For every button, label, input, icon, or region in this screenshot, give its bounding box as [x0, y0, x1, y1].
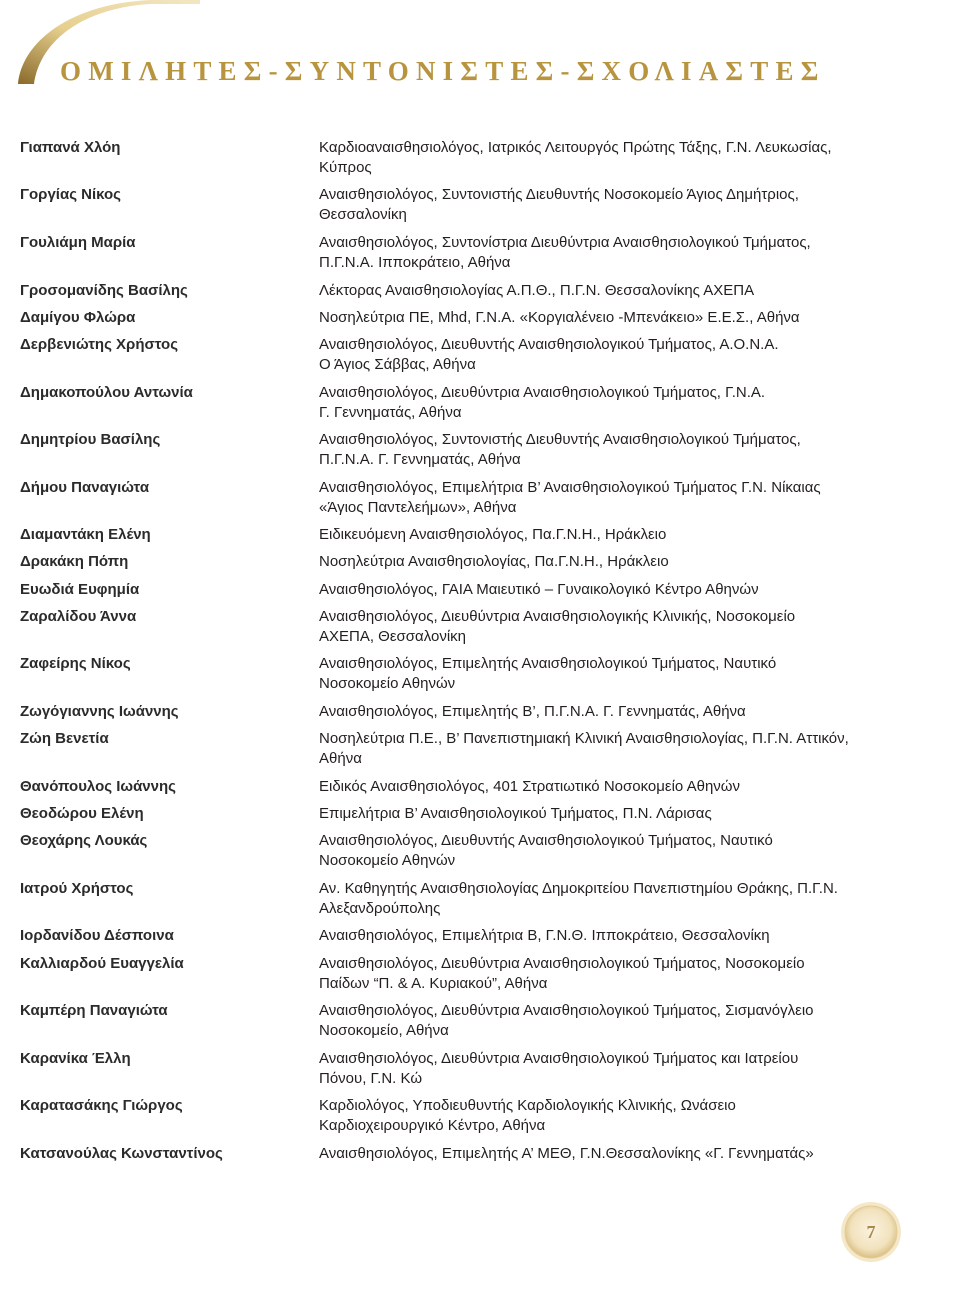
affiliation-line: Καρδιοαναισθησιολόγος, Ιατρικός Λειτουργός Πρώτης Τάξης, Γ.Ν. Λευκωσίας, [319, 139, 832, 156]
affiliation-line: Καρδιολόγος, Υποδιευθυντής Καρδιολογικής Κλινικής, Ωνάσειο [319, 1097, 736, 1114]
speaker-affiliation [319, 1096, 879, 1136]
affiliation-line: Αθήνα [319, 750, 362, 767]
speaker-affiliation [319, 777, 879, 797]
list-item [20, 804, 879, 824]
speaker-affiliation [319, 654, 879, 694]
affiliation-line: «Άγιος Παντελεήμων», Αθήνα [319, 499, 517, 516]
affiliation-line: Ο Άγιος Σάββας, Αθήνα [319, 356, 476, 373]
speaker-affiliation [319, 580, 879, 600]
speaker-affiliation [319, 607, 879, 647]
affiliation-line: Αν. Καθηγητής Αναισθησιολογίας Δημοκριτείου Πανεπιστημίου Θράκης, Π.Γ.Ν. [319, 880, 838, 897]
affiliation-line: Αναισθησιολόγος, Διευθύντρια Αναισθησιολογικής Κλινικής, Νοσοκομείο [319, 608, 796, 625]
speaker-affiliation [319, 335, 879, 375]
list-item [20, 729, 879, 769]
affiliation-line: Αναισθησιολόγος, Συντονίστρια Διευθύντρια Αναισθησιολογικού Τμήματος, [319, 234, 811, 251]
affiliation-line: Αναισθησιολόγος, Επιμελήτρια Β, Γ.Ν.Θ. Ιπποκράτειο, Θεσσαλονίκη [319, 927, 770, 944]
speaker-affiliation [319, 138, 879, 178]
speaker-name: Διαμαντάκη Ελένη [20, 526, 151, 543]
list-item [20, 138, 879, 178]
speaker-name: Γροσομανίδης Βασίλης [20, 282, 188, 299]
corner-arc-ornament [0, 0, 200, 110]
speaker-affiliation [319, 552, 879, 572]
speaker-affiliation [319, 729, 879, 769]
speaker-name: Γιαπανά Χλόη [20, 139, 121, 156]
speaker-name: Ζώη Βενετία [20, 730, 109, 747]
list-item [20, 478, 879, 518]
affiliation-line: Αναισθησιολόγος, ΓΑΙΑ Μαιευτικό – Γυναικολογικό Κέντρο Αθηνών [319, 581, 759, 598]
affiliation-line: Γ. Γεννηματάς, Αθήνα [319, 404, 462, 421]
affiliation-line: Νοσηλεύτρια Π.Ε., Β’ Πανεπιστημιακή Κλινική Αναισθησιολογίας, Π.Γ.Ν. Αττικόν, [319, 730, 849, 747]
affiliation-line: Αναισθησιολόγος, Συντονιστής Διευθυντής Νοσοκομείο Άγιος Δημήτριος, [319, 186, 799, 203]
affiliation-line: Θεσσαλονίκη [319, 206, 407, 223]
affiliation-line: Αναισθησιολόγος, Επιμελητής Α’ ΜΕΘ, Γ.Ν.Θεσσαλονίκης «Γ. Γεννηματάς» [319, 1145, 814, 1162]
affiliation-line: Π.Γ.Ν.Α. Ιπποκράτειο, Αθήνα [319, 254, 511, 271]
affiliation-line: Αναισθησιολόγος, Συντονιστής Διευθυντής Αναισθησιολογικού Τμήματος, [319, 431, 801, 448]
affiliation-line: Παίδων “Π. & Α. Κυριακού”, Αθήνα [319, 975, 548, 992]
list-item [20, 1144, 879, 1164]
affiliation-line: Αναισθησιολόγος, Διευθύντρια Αναισθησιολογικού Τμήματος, Σισμανόγλειο [319, 1002, 814, 1019]
affiliation-line: Νοσηλεύτρια Αναισθησιολογίας, Πα.Γ.Ν.Η., Ηράκλειο [319, 553, 669, 570]
speaker-name: Καρατασάκης Γιώργος [20, 1097, 183, 1114]
page-number: 7 [866, 1221, 876, 1242]
speaker-name: Ευωδιά Ευφημία [20, 581, 140, 598]
list-item [20, 654, 879, 694]
speaker-name: Ιατρού Χρήστος [20, 880, 134, 897]
list-item [20, 1096, 879, 1136]
speaker-name: Θεοχάρης Λουκάς [20, 832, 148, 849]
speaker-affiliation [319, 1049, 879, 1089]
affiliation-line: ΑΧΕΠΑ, Θεσσαλονίκη [319, 628, 467, 645]
speaker-name: Καμπέρη Παναγιώτα [20, 1002, 168, 1019]
list-item [20, 1001, 879, 1041]
speaker-affiliation [319, 804, 879, 824]
list-item [20, 552, 879, 572]
list-item [20, 383, 879, 423]
affiliation-line: Καρδιοχειρουργικό Κέντρο, Αθήνα [319, 1117, 546, 1134]
speaker-affiliation [319, 879, 879, 919]
affiliation-line: Λέκτορας Αναισθησιολογίας Α.Π.Θ., Π.Γ.Ν. Θεσσαλονίκης ΑΧΕΠΑ [319, 282, 755, 299]
affiliation-line: Αναισθησιολόγος, Διευθυντής Αναισθησιολογικού Τμήματος, Α.Ο.Ν.Α. [319, 336, 779, 353]
speaker-affiliation [319, 926, 879, 946]
list-item [20, 335, 879, 375]
speaker-affiliation [319, 430, 879, 470]
list-item [20, 702, 879, 722]
speaker-affiliation [319, 831, 879, 871]
speaker-affiliation [319, 383, 879, 423]
affiliation-line: Αναισθησιολόγος, Διευθύντρια Αναισθησιολογικού Τμήματος, Γ.Ν.Α. [319, 384, 766, 401]
speaker-name: Ζωγόγιαννης Ιωάννης [20, 703, 179, 720]
speaker-name: Γουλιάμη Μαρία [20, 234, 136, 251]
affiliation-line: Πόνου, Γ.Ν. Κώ [319, 1070, 423, 1087]
speaker-affiliation [319, 478, 879, 518]
speaker-affiliation [319, 1144, 879, 1164]
speaker-name: Καλλιαρδού Ευαγγελία [20, 955, 184, 972]
list-item [20, 879, 879, 919]
speaker-name: Κατσανούλας Κωνσταντίνος [20, 1145, 223, 1162]
speaker-affiliation [319, 1001, 879, 1041]
speaker-name: Δαμίγου Φλώρα [20, 309, 136, 326]
list-item [20, 281, 879, 301]
speaker-name: Θανόπουλος Ιωάννης [20, 778, 176, 795]
affiliation-line: Νοσοκομείο, Αθήνα [319, 1022, 449, 1039]
list-item [20, 233, 879, 273]
affiliation-line: Νοσοκομείο Αθηνών [319, 852, 456, 869]
list-item [20, 430, 879, 470]
list-item [20, 831, 879, 871]
affiliation-line: Αναισθησιολόγος, Επιμελήτρια Β’ Αναισθησιολογικού Τμήματος Γ.Ν. Νίκαιας [319, 479, 821, 496]
affiliation-line: Αναισθησιολόγος, Διευθύντρια Αναισθησιολογικού Τμήματος, Νοσοκομείο [319, 955, 805, 972]
affiliation-line: Αναισθησιολόγος, Επιμελητής Αναισθησιολογικού Τμήματος, Ναυτικό [319, 655, 777, 672]
list-item [20, 580, 879, 600]
page-title: ΟΜΙΛΗΤΕΣ-ΣΥΝΤΟΝΙΣΤΕΣ-ΣΧΟΛΙΑΣΤΕΣ [60, 56, 826, 86]
list-item [20, 308, 879, 328]
affiliation-line: Αλεξανδρούπολης [319, 900, 441, 917]
list-item [20, 185, 879, 225]
list-item [20, 1049, 879, 1089]
speaker-name: Γοργίας Νίκος [20, 186, 121, 203]
speaker-name: Δήμου Παναγιώτα [20, 479, 150, 496]
speaker-name: Δερβενιώτης Χρήστος [20, 336, 178, 353]
speaker-name: Δρακάκη Πόπη [20, 553, 129, 570]
affiliation-line: Αναισθησιολόγος, Διευθυντής Αναισθησιολογικού Τμήματος, Ναυτικό [319, 832, 773, 849]
speaker-name: Θεοδώρου Ελένη [20, 805, 144, 822]
speaker-affiliation [319, 525, 879, 545]
list-item [20, 607, 879, 647]
list-item [20, 525, 879, 545]
list-item [20, 777, 879, 797]
speaker-affiliation [319, 281, 879, 301]
speaker-name: Καρανίκα Έλλη [20, 1050, 131, 1067]
speaker-affiliation [319, 185, 879, 225]
affiliation-line: Νοσηλεύτρια ΠΕ, Mhd, Γ.Ν.Α. «Κοργιαλένειο -Μπενάκειο» Ε.Ε.Σ., Αθήνα [319, 309, 800, 326]
speaker-name: Δημητρίου Βασίλης [20, 431, 161, 448]
speaker-affiliation [319, 233, 879, 273]
speaker-name: Ζαφείρης Νίκος [20, 655, 131, 672]
speaker-affiliation [319, 954, 879, 994]
list-item [20, 926, 879, 946]
list-item [20, 954, 879, 994]
affiliation-line: Π.Γ.Ν.Α. Γ. Γεννηματάς, Αθήνα [319, 451, 521, 468]
affiliation-line: Ειδικός Αναισθησιολόγος, 401 Στρατιωτικό Νοσοκομείο Αθηνών [319, 778, 740, 795]
speaker-name: Δημακοπούλου Αντωνία [20, 384, 193, 401]
speaker-name: Ζαραλίδου Άννα [20, 608, 137, 625]
speaker-affiliation [319, 308, 879, 328]
speaker-affiliation [319, 702, 879, 722]
affiliation-line: Ειδικευόμενη Αναισθησιολόγος, Πα.Γ.Ν.Η., Ηράκλειο [319, 526, 667, 543]
speaker-name: Ιορδανίδου Δέσποινα [20, 927, 174, 944]
affiliation-line: Αναισθησιολόγος, Επιμελητής Β’, Π.Γ.Ν.Α. Γ. Γεννηματάς, Αθήνα [319, 703, 746, 720]
affiliation-line: Αναισθησιολόγος, Διευθύντρια Αναισθησιολογικού Τμήματος και Ιατρείου [319, 1050, 799, 1067]
affiliation-line: Επιμελήτρια Β’ Αναισθησιολογικού Τμήματος, Π.Ν. Λάρισας [319, 805, 712, 822]
affiliation-line: Νοσοκομείο Αθηνών [319, 675, 456, 692]
affiliation-line: Κύπρος [319, 159, 372, 176]
